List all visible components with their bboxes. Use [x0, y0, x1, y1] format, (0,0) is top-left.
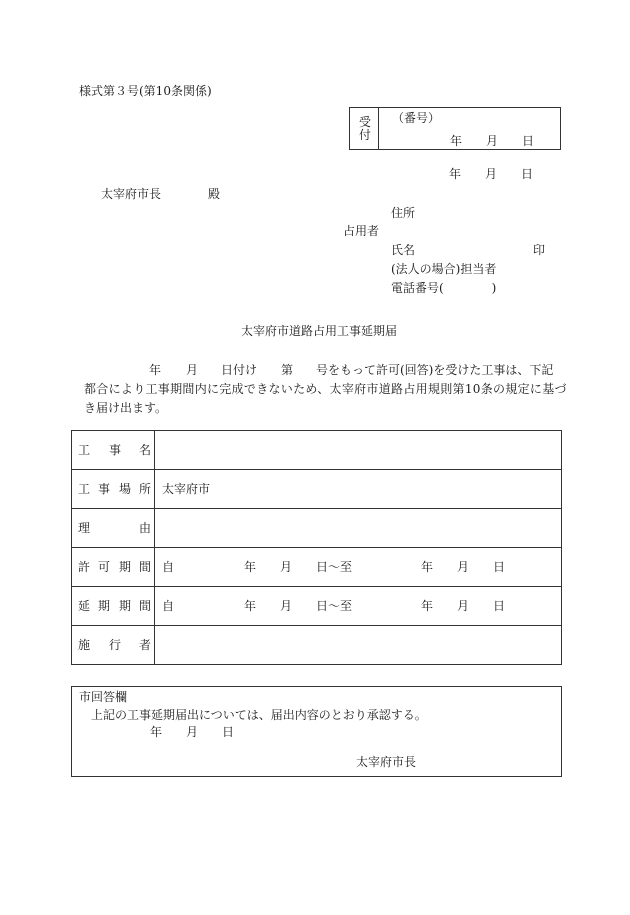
construction-name-label: 工 事 名	[72, 431, 155, 470]
table-row	[72, 509, 562, 548]
applicant-address-label: 住所	[391, 206, 416, 220]
applicant-seal: 印	[533, 243, 546, 257]
table-row	[72, 626, 562, 665]
table-row	[72, 470, 562, 509]
body-date-suffix: 日付け	[221, 363, 258, 377]
construction-location-label: 工 事 場 所	[72, 470, 155, 509]
body-no-prefix: 第	[281, 363, 294, 377]
reply-signer: 太宰府市長	[356, 755, 417, 769]
receipt-year: 年	[450, 134, 463, 148]
form-number: 様式第３号(第10条関係)	[79, 84, 212, 98]
receipt-label	[350, 108, 379, 149]
construction-name-field[interactable]	[155, 431, 562, 470]
reason-field[interactable]	[155, 509, 562, 548]
receipt-month: 月	[486, 134, 499, 148]
reason-label: 理 由	[72, 509, 155, 548]
applicant-name-label: 氏名	[391, 243, 416, 257]
extension-period-field[interactable]: 自 年 月 日～至 年 月 日	[155, 587, 562, 626]
date-year: 年	[449, 167, 462, 181]
addressee-name: 太宰府市長	[101, 187, 162, 201]
permit-period-field[interactable]: 自 年 月 日～至 年 月 日	[155, 548, 562, 587]
reply-year: 年	[150, 725, 163, 739]
receipt-day: 日	[522, 134, 535, 148]
body-line3: き届け出ます。	[84, 401, 168, 415]
date-month: 月	[485, 167, 498, 181]
receipt-box	[349, 107, 561, 150]
applicant-phone: 電話番号( )	[391, 281, 497, 295]
body-year: 年	[149, 363, 162, 377]
table-row	[72, 548, 562, 587]
date-day: 日	[521, 167, 534, 181]
permit-period-label: 許 可 期 間	[72, 548, 155, 587]
construction-details-table	[71, 430, 562, 665]
applicant-corp-contact: (法人の場合)担当者	[391, 262, 497, 276]
receipt-number-label: （番号）	[392, 111, 441, 125]
contractor-field[interactable]	[155, 626, 562, 665]
body-line1-rest: 号をもって許可(回答)を受けた工事は、下記	[316, 363, 554, 377]
receipt-label-bottom: 付	[359, 128, 372, 142]
body-line2: 都合により工事期間内に完成できないため、太宰府市道路占用規則第10条の規定に基づ	[84, 382, 567, 396]
contractor-label: 施 行 者	[72, 626, 155, 665]
body-month: 月	[186, 363, 199, 377]
reply-text: 上記の工事延期届出については、届出内容のとおり承認する。	[91, 708, 427, 722]
table-row	[72, 587, 562, 626]
addressee-honorific: 殿	[208, 187, 221, 201]
reply-month: 月	[186, 725, 199, 739]
construction-location-value: 太宰府市	[162, 482, 211, 496]
city-reply-box	[71, 686, 562, 777]
table-row	[72, 431, 562, 470]
receipt-label-top: 受	[359, 115, 372, 129]
reply-day: 日	[222, 725, 235, 739]
document-title: 太宰府市道路占用工事延期届	[241, 324, 398, 338]
applicant-role: 占用者	[343, 224, 380, 238]
extension-period-label: 延 期 期 間	[72, 587, 155, 626]
construction-location-field[interactable]	[155, 470, 562, 509]
reply-title: 市回答欄	[79, 690, 128, 704]
